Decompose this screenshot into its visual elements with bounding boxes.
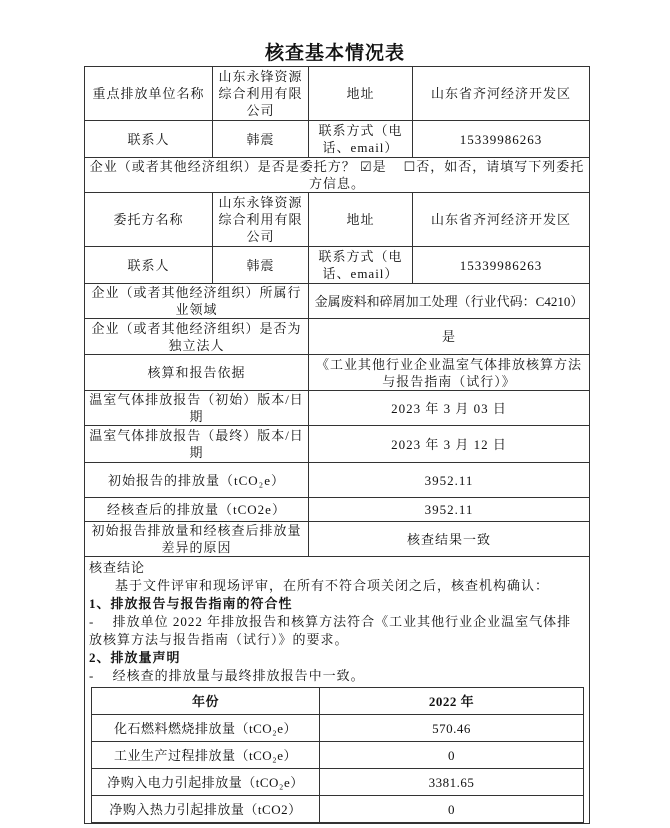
emission-value: 570.46 xyxy=(320,715,584,742)
verified-emission: 3952.11 xyxy=(309,498,590,522)
final-report: 2023 年 3 月 12 日 xyxy=(309,426,590,463)
table-row xyxy=(85,193,590,247)
contact-method-label: 联系方式（电话、email） xyxy=(309,121,413,158)
basis: 《工业其他行业企业温室气体排放核算方法与报告指南（试行）》 xyxy=(309,355,590,391)
year-header: 年份 xyxy=(92,688,320,715)
final-report-label: 温室气体排放报告（最终）版本/日期 xyxy=(85,426,309,463)
difference-label: 初始报告排放量和经核查后排放量差异的原因 xyxy=(85,522,309,557)
table-row xyxy=(85,284,590,319)
table-row xyxy=(85,557,590,824)
basis-label: 核算和报告依据 xyxy=(85,355,309,391)
client-phone: 15339986263 xyxy=(413,247,590,284)
address: 山东省齐河经济开发区 xyxy=(413,67,590,121)
table-row xyxy=(85,426,590,463)
client-name-label: 委托方名称 xyxy=(85,193,213,247)
emission-label: 净购入电力引起排放量（tCO₂e） xyxy=(92,769,320,796)
table-row xyxy=(85,158,590,193)
emission-row xyxy=(92,742,584,769)
initial-emission: 3952.11 xyxy=(309,463,590,498)
emission-table xyxy=(91,687,584,823)
initial-report-label: 温室气体排放报告（初始）版本/日期 xyxy=(85,391,309,426)
emission-header-row xyxy=(92,688,584,715)
client-address-label: 地址 xyxy=(309,193,413,247)
emission-row xyxy=(92,715,584,742)
initial-emission-label: 初始报告的排放量（tCO₂e） xyxy=(85,463,309,498)
section1-text: - 排放单位 2022 年排放报告和核算方法符合《工业其他行业企业温室气体排放核算方法与报告指南（试行）》的要求。 xyxy=(89,614,572,647)
client-address: 山东省齐河经济开发区 xyxy=(413,193,590,247)
unit-name: 山东永锋资源综合利用有限公司 xyxy=(213,67,309,121)
emission-label: 净购入热力引起排放量（tCO2） xyxy=(92,796,320,823)
emission-row xyxy=(92,769,584,796)
table-row xyxy=(85,355,590,391)
contact: 韩震 xyxy=(213,121,309,158)
conclusion-intro: 基于文件评审和现场评审，在所有不符合项关闭之后，核查机构确认： xyxy=(115,578,550,593)
is-client-question: 企业（或者其他经济组织）是否是委托方？ xyxy=(89,159,356,174)
verified-emission-label: 经核查后的排放量（tCO2e） xyxy=(85,498,309,522)
conclusion-heading: 核查结论 xyxy=(89,560,146,575)
industry-label: 企业（或者其他经济组织）所属行业领域 xyxy=(85,284,309,319)
verification-info-table xyxy=(84,66,590,824)
section2-text: - 经核查的排放量与最终排放报告中一致。 xyxy=(89,668,365,683)
emission-label: 工业生产过程排放量（tCO₂e） xyxy=(92,742,320,769)
table-row xyxy=(85,498,590,522)
year-value-header: 2022 年 xyxy=(320,688,584,715)
emission-value: 0 xyxy=(320,796,584,823)
yes-checkbox[interactable]: ☑是 xyxy=(359,159,387,174)
table-row xyxy=(85,247,590,284)
table-row xyxy=(85,319,590,355)
initial-report: 2023 年 3 月 03 日 xyxy=(309,391,590,426)
conclusion-cell xyxy=(85,557,590,824)
table-row xyxy=(85,67,590,121)
difference: 核查结果一致 xyxy=(309,522,590,557)
legal-person: 是 xyxy=(309,319,590,355)
unit-name-label: 重点排放单位名称 xyxy=(85,67,213,121)
client-contact-label: 联系人 xyxy=(85,247,213,284)
client-contact-method-label: 联系方式（电话、email） xyxy=(309,247,413,284)
table-row xyxy=(85,522,590,557)
table-row xyxy=(85,463,590,498)
is-client-cell xyxy=(85,158,590,193)
table-row xyxy=(85,121,590,158)
address-label: 地址 xyxy=(309,67,413,121)
phone: 15339986263 xyxy=(413,121,590,158)
section1-title: 1、排放报告与报告指南的符合性 xyxy=(89,596,293,611)
no-checkbox[interactable]: ☐否，如否，请填写下列委托方信息。 xyxy=(308,159,585,191)
client-contact: 韩震 xyxy=(213,247,309,284)
section2-title: 2、排放量声明 xyxy=(89,650,181,665)
emission-value: 0 xyxy=(320,742,584,769)
client-name: 山东永锋资源综合利用有限公司 xyxy=(213,193,309,247)
emission-value: 3381.65 xyxy=(320,769,584,796)
emission-label: 化石燃料燃烧排放量（tCO₂e） xyxy=(92,715,320,742)
table-row xyxy=(85,391,590,426)
legal-person-label: 企业（或者其他经济组织）是否为独立法人 xyxy=(85,319,309,355)
contact-label: 联系人 xyxy=(85,121,213,158)
industry: 金属废料和碎屑加工处理（行业代码：C4210） xyxy=(309,284,590,319)
emission-row xyxy=(92,796,584,823)
page-title: 核查基本情况表 xyxy=(264,43,405,64)
